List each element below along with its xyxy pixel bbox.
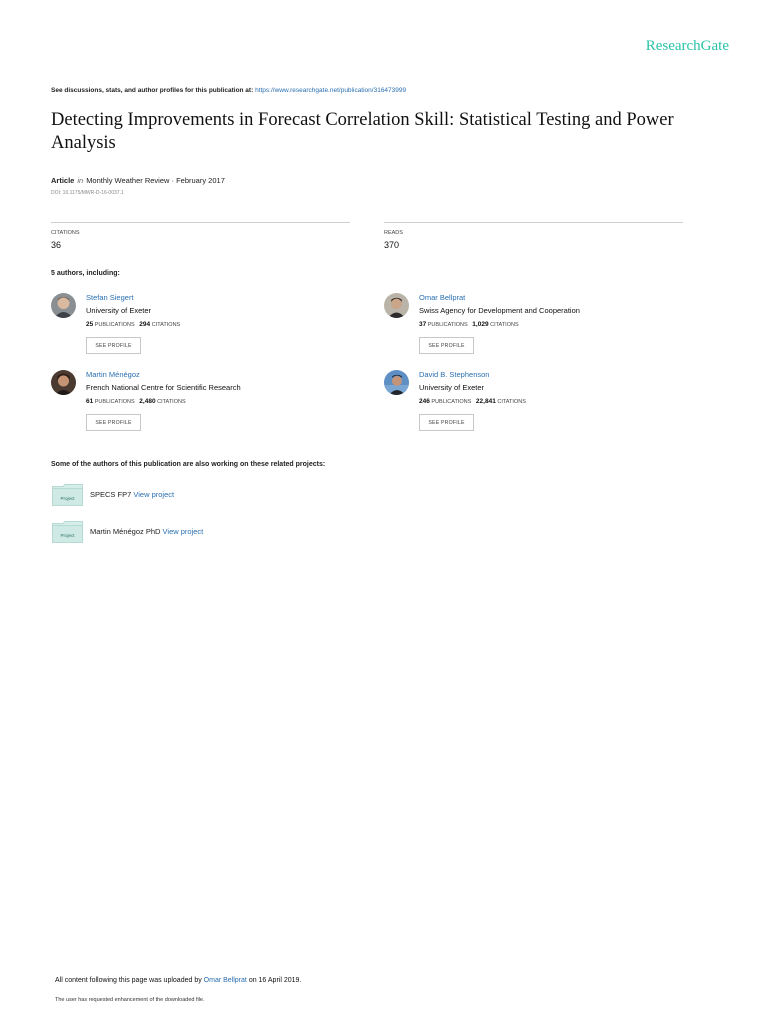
see-profile-button[interactable]: SEE PROFILE xyxy=(86,337,141,354)
project-item xyxy=(52,521,452,545)
uploader-link[interactable]: Omar Bellprat xyxy=(203,977,247,984)
project-folder-icon xyxy=(52,521,83,543)
author-citations-label: CITATIONS xyxy=(497,399,526,405)
author-name[interactable]: Stefan Siegert xyxy=(86,293,134,302)
upload-suffix: on 16 April 2019. xyxy=(248,977,302,984)
related-projects-heading: Some of the authors of this publication are also working on these related projects: xyxy=(51,461,326,468)
author-card xyxy=(51,293,371,355)
project-item xyxy=(52,484,452,508)
project-folder-icon xyxy=(52,484,83,506)
view-project-link[interactable]: View project xyxy=(162,527,204,536)
author-stats xyxy=(419,321,519,328)
article-meta xyxy=(51,176,225,185)
author-citations-label: CITATIONS xyxy=(157,399,186,405)
author-name[interactable]: David B. Stephenson xyxy=(419,370,490,379)
paper-title: Detecting Improvements in Forecast Correlation Skill: Statistical Testing and Power Analysis xyxy=(51,110,674,153)
author-institution: University of Exeter xyxy=(419,383,485,392)
author-stats xyxy=(86,321,180,328)
publications-count: 37 xyxy=(419,321,427,328)
authors-heading: 5 authors, including: xyxy=(51,270,120,277)
publications-label: PUBLICATIONS xyxy=(94,399,135,405)
author-citations-count: 22,841 xyxy=(475,398,496,405)
author-citations-label: CITATIONS xyxy=(490,322,519,328)
author-citations-count: 294 xyxy=(139,321,151,328)
citations-divider xyxy=(51,222,350,223)
project-text xyxy=(90,490,174,499)
project-icon-label: Project xyxy=(60,533,75,538)
project-icon-label: Project xyxy=(60,496,75,501)
author-institution: French National Centre for Scientific Research xyxy=(86,383,241,392)
author-card xyxy=(384,370,704,432)
see-profile-button[interactable]: SEE PROFILE xyxy=(419,337,474,354)
project-name: SPECS FP7 xyxy=(90,490,132,499)
author-stats xyxy=(86,398,186,405)
avatar[interactable] xyxy=(51,293,76,318)
see-profile-button[interactable]: SEE PROFILE xyxy=(419,414,474,431)
avatar[interactable] xyxy=(384,293,409,318)
reads-count: 370 xyxy=(384,240,400,250)
avatar[interactable] xyxy=(384,370,409,395)
upload-notice xyxy=(55,977,301,984)
upload-prefix: All content following this page was uploaded by xyxy=(55,977,202,984)
article-in: in xyxy=(77,176,84,185)
project-name: Martin Ménégoz PhD xyxy=(90,527,161,536)
discussion-text: See discussions, stats, and author profiles for this publication at: xyxy=(51,87,254,94)
publications-count: 25 xyxy=(86,321,94,328)
journal-info: Monthly Weather Review · February 2017 xyxy=(86,176,225,185)
publications-label: PUBLICATIONS xyxy=(427,322,468,328)
author-name[interactable]: Omar Bellprat xyxy=(419,293,466,302)
see-profile-button[interactable]: SEE PROFILE xyxy=(86,414,141,431)
publications-count: 246 xyxy=(419,398,430,405)
project-text xyxy=(90,527,203,536)
enhancement-note: The user has requested enhancement of the downloaded file. xyxy=(55,997,205,1003)
author-institution: University of Exeter xyxy=(86,306,152,315)
author-name[interactable]: Martin Ménégoz xyxy=(86,370,140,379)
publication-url-link[interactable]: https://www.researchgate.net/publication/316473999 xyxy=(255,87,407,94)
reads-label: READS xyxy=(384,230,403,236)
author-stats xyxy=(419,398,526,405)
author-citations-label: CITATIONS xyxy=(151,322,181,328)
avatar[interactable] xyxy=(51,370,76,395)
citations-label: CITATIONS xyxy=(51,230,80,236)
discussion-line xyxy=(51,87,406,94)
publications-count: 61 xyxy=(86,398,94,405)
publications-label: PUBLICATIONS xyxy=(94,322,135,328)
citations-count: 36 xyxy=(51,240,62,250)
author-card xyxy=(51,370,371,432)
article-type: Article xyxy=(51,176,75,185)
view-project-link[interactable]: View project xyxy=(133,490,175,499)
reads-divider xyxy=(384,222,683,223)
researchgate-logo[interactable]: ResearchGate xyxy=(645,38,729,54)
author-card xyxy=(384,293,704,355)
author-citations-count: 2,480 xyxy=(139,398,156,405)
publications-label: PUBLICATIONS xyxy=(431,399,472,405)
author-citations-count: 1,029 xyxy=(472,321,489,328)
author-institution: Swiss Agency for Development and Cooperation xyxy=(419,306,580,315)
doi: DOI: 10.1175/MWR-D-16-0037.1 xyxy=(51,190,124,196)
